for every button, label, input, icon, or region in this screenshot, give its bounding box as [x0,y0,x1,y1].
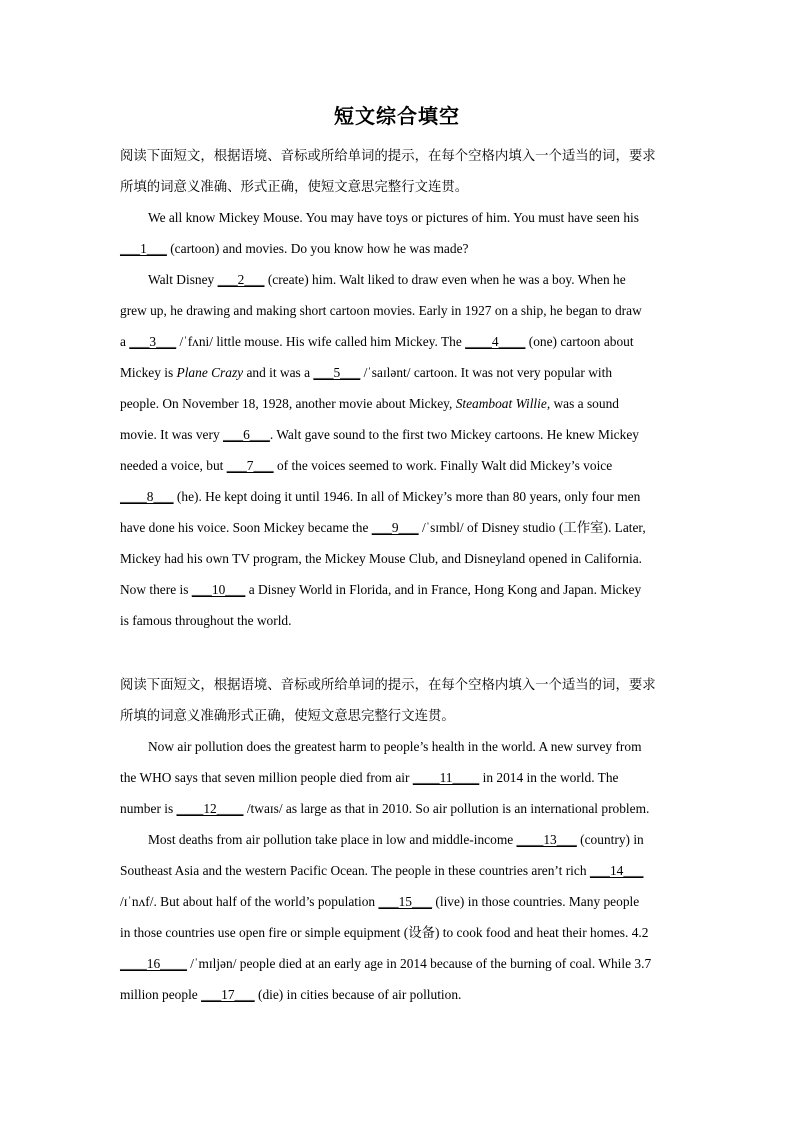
blank-12[interactable]: ____12____ [176,801,244,816]
blank-3[interactable]: ___3___ [129,334,177,349]
text-line: Southeast Asia and the western Pacific Ocean. The people in these countries aren’t rich ___14___ [120,855,680,886]
text-line: the WHO says that seven million people died from air ____11____ in 2014 in the world. The [120,762,680,793]
blank-11[interactable]: ____11____ [412,770,480,785]
text-line: ____16____ /ˈmɪljən/ people died at an early age in 2014 because of the burning of coal. While 3.7 [120,948,680,979]
text-line: We all know Mickey Mouse. You may have toys or pictures of him. You must have seen his [148,210,639,225]
instruction-line: 阅读下面短文，根据语境、音标或所给单词的提示，在每个空格内填入一个适当的词，要求 [120,677,656,692]
blank-8[interactable]: ____8___ [120,489,174,504]
text-line: Walt Disney ___2___ (create) him. Walt liked to draw even when he was a boy. When he [120,264,680,295]
blank-4[interactable]: ____4____ [465,334,526,349]
movie-title: Steamboat Willie [455,396,547,411]
blank-15[interactable]: ___15___ [378,894,433,909]
text-line: ____8___ (he). He kept doing it until 1946. In all of Mickey’s more than 80 years, only four men [120,481,680,512]
text-line: ___1___ (cartoon) and movies. Do you know how he was made? [120,233,680,264]
text-line: Now there is ___10___ a Disney World in Florida, and in France, Hong Kong and Japan. Mickey [120,574,680,605]
blank-10[interactable]: ___10___ [191,582,246,597]
text-line: Most deaths from air pollution take place in low and middle-income ____13___ (country) in [120,824,680,855]
passage-1 [120,140,680,636]
blank-6[interactable]: ___6___ [223,427,270,442]
blank-1[interactable]: ___1___ [120,241,167,256]
text-line: in those countries use open fire or simple equipment (设备) to cook food and heat their homes. 4.2 [120,925,649,940]
text-line: have done his voice. Soon Mickey became the ___9___ /ˈsɪmbl/ of Disney studio (工作室). Later, [120,512,680,543]
movie-title: Plane Crazy [176,365,244,380]
text-line: Mickey is Plane Crazy and it was a ___5___ /ˈsaɪlənt/ cartoon. It was not very popular with [120,357,680,388]
instruction-line: 所填的词意义准确形式正确，使短文意思完整行文连贯。 [120,708,455,723]
instruction-line: 阅读下面短文，根据语境、音标或所给单词的提示，在每个空格内填入一个适当的词，要求 [120,148,656,163]
blank-9[interactable]: ___9___ [371,520,419,535]
blank-2[interactable]: ___2___ [217,272,265,287]
text-line: number is ____12____ /twaɪs/ as large as that in 2010. So air pollution is an international problem. [120,793,680,824]
text-line: /ɪˈnʌf/. But about half of the world’s population ___15___ (live) in those countries. Many people [120,886,680,917]
blank-17[interactable]: ___17___ [201,987,255,1002]
page-title: 短文综合填空 [334,106,460,128]
text-line: Mickey had his own TV program, the Mickey Mouse Club, and Disneyland opened in California. [120,551,643,566]
text-line: Now air pollution does the greatest harm to people’s health in the world. A new survey from [148,739,642,754]
passage-2 [120,669,680,1010]
text-line: million people ___17___ (die) in cities because of air pollution. [120,979,680,1010]
text-line: is famous throughout the world. [120,613,292,628]
blank-7[interactable]: ___7___ [226,458,274,473]
text-line: people. On November 18, 1928, another movie about Mickey, Steamboat Willie, was a sound [120,396,619,411]
instruction-line: 所填的词意义准确、形式正确，使短文意思完整行文连贯。 [120,179,469,194]
text-line: a ___3___ /ˈfʌni/ little mouse. His wife called him Mickey. The ____4____ (one) cartoon about [120,326,680,357]
text-line: movie. It was very ___6___. Walt gave sound to the first two Mickey cartoons. He knew Mickey [120,419,680,450]
blank-16[interactable]: ____16____ [120,956,187,971]
blank-5[interactable]: ___5___ [313,365,361,380]
text-line: grew up, he drawing and making short cartoon movies. Early in 1927 on a ship, he began to draw [120,303,642,318]
blank-13[interactable]: ____13___ [516,832,577,847]
blank-14[interactable]: ___14___ [589,863,644,878]
text-line: needed a voice, but ___7___ of the voices seemed to work. Finally Walt did Mickey’s voice [120,450,680,481]
